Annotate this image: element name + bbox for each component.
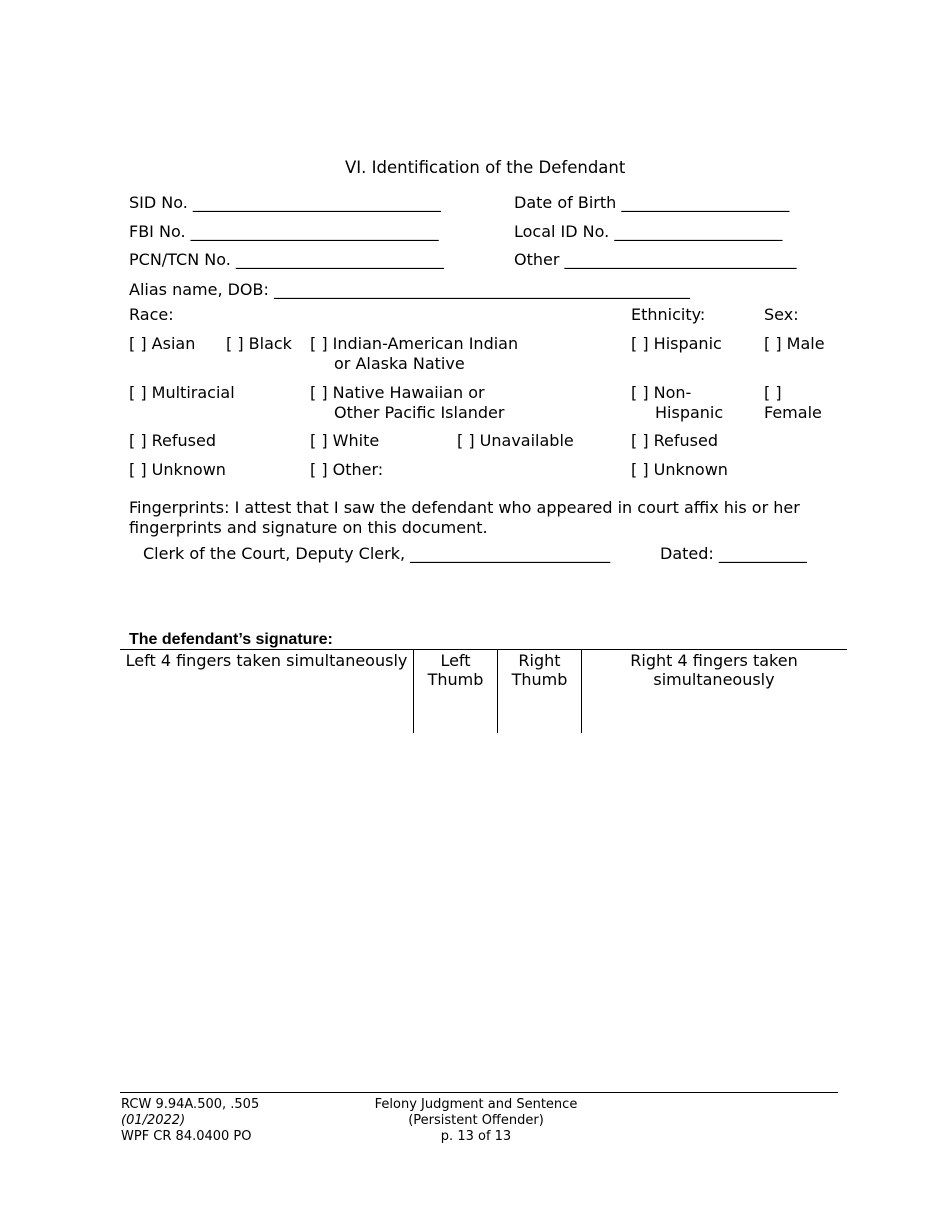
race-hawaiian-label-cont: Other Pacific Islander — [334, 403, 505, 422]
sex-female-checkbox[interactable]: [ ] — [764, 383, 782, 402]
dated-line: Dated: ___________ — [660, 544, 807, 563]
left-thumb-label-2: Thumb — [427, 670, 484, 689]
race-header: Race: — [129, 305, 174, 324]
race-indian-label-cont: or Alaska Native — [334, 354, 465, 373]
right-thumb-cell — [498, 651, 581, 689]
ethnicity-non-hispanic-checkbox[interactable]: [ ] Non- — [631, 383, 692, 402]
right-thumb-label-2: Thumb — [511, 670, 568, 689]
fingerprints-attestation-line2: fingerprints and signature on this document. — [129, 518, 488, 537]
alias-field: Alias name, DOB: ____________________________________________________ — [129, 280, 690, 299]
table-top-rule — [120, 649, 847, 650]
ethnicity-unknown-checkbox[interactable]: [ ] Unknown — [631, 460, 728, 479]
ethnicity-hispanic-checkbox[interactable]: [ ] Hispanic — [631, 334, 722, 353]
left-four-fingers-label: Left 4 fingers taken simultaneously — [125, 651, 408, 670]
left-thumb-cell — [414, 651, 497, 689]
footer-doc-subtitle: (Persistent Offender) — [408, 1113, 544, 1128]
footer-rule — [120, 1092, 838, 1093]
race-unavailable-checkbox[interactable]: [ ] Unavailable — [457, 431, 574, 450]
right-four-fingers-cell — [582, 651, 846, 689]
ethnicity-header: Ethnicity: — [631, 305, 706, 324]
section-title: VI. Identification of the Defendant — [345, 158, 626, 177]
footer-date: (01/2022) — [121, 1113, 186, 1128]
footer-doc-title: Felony Judgment and Sentence — [374, 1097, 578, 1112]
race-white-checkbox[interactable]: [ ] White — [310, 431, 380, 450]
sid-field: SID No. _______________________________ — [129, 193, 441, 212]
local-id-field: Local ID No. _____________________ — [514, 222, 783, 241]
race-other-checkbox[interactable]: [ ] Other: — [310, 460, 384, 479]
footer-rcw: RCW 9.94A.500, .505 — [121, 1097, 260, 1112]
sex-header: Sex: — [764, 305, 799, 324]
sex-female-label: Female — [764, 403, 822, 422]
right-thumb-label-1: Right — [518, 651, 561, 670]
race-multiracial-checkbox[interactable]: [ ] Multiracial — [129, 383, 235, 402]
footer-left — [121, 1097, 259, 1145]
ethnicity-non-hispanic-label-cont: Hispanic — [655, 403, 724, 422]
race-unknown-checkbox[interactable]: [ ] Unknown — [129, 460, 226, 479]
footer-center — [336, 1097, 616, 1145]
other-field: Other _____________________________ — [514, 250, 797, 269]
ethnicity-refused-checkbox[interactable]: [ ] Refused — [631, 431, 719, 450]
pcn-field: PCN/TCN No. __________________________ — [129, 250, 444, 269]
footer-form-number: WPF CR 84.0400 PO — [121, 1129, 252, 1144]
defendant-signature-heading: The defendant’s signature: — [129, 631, 333, 648]
race-asian-checkbox[interactable]: [ ] Asian — [129, 334, 196, 353]
left-four-fingers-cell — [120, 651, 413, 670]
right-four-fingers-label-2: simultaneously — [653, 670, 775, 689]
race-hawaiian-checkbox[interactable]: [ ] Native Hawaiian or — [310, 383, 485, 402]
fbi-field: FBI No. _______________________________ — [129, 222, 439, 241]
dob-field: Date of Birth _____________________ — [514, 193, 790, 212]
left-thumb-label-1: Left — [440, 651, 471, 670]
race-refused-checkbox[interactable]: [ ] Refused — [129, 431, 217, 450]
footer-page-number: p. 13 of 13 — [440, 1129, 512, 1144]
clerk-signature-line: Clerk of the Court, Deputy Clerk, _________________________ — [143, 544, 611, 563]
race-indian-checkbox[interactable]: [ ] Indian-American Indian — [310, 334, 519, 353]
sex-male-checkbox[interactable]: [ ] Male — [764, 334, 825, 353]
race-black-checkbox[interactable]: [ ] Black — [226, 334, 292, 353]
fingerprints-attestation-line1: Fingerprints: I attest that I saw the defendant who appeared in court affix his or her — [129, 498, 800, 517]
right-four-fingers-label-1: Right 4 fingers taken — [630, 651, 798, 670]
